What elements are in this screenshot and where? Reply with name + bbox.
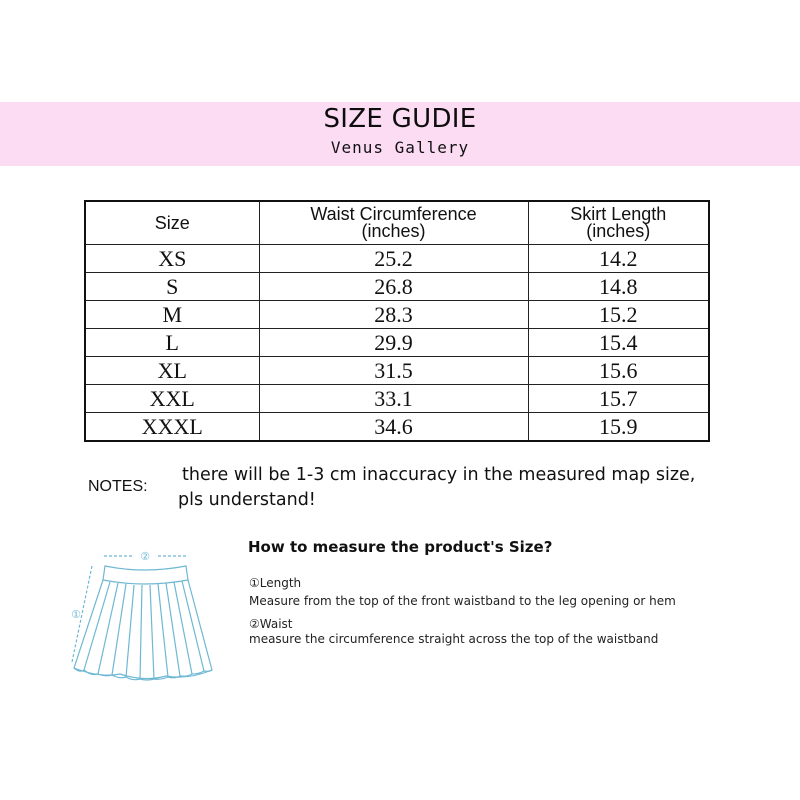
cell-length: 15.7 — [528, 385, 709, 413]
cell-waist: 33.1 — [259, 385, 528, 413]
header-length — [528, 201, 709, 245]
waist-label: ②Waist — [249, 617, 293, 631]
cell-size: XXL — [85, 385, 259, 413]
length-label: ①Length — [249, 576, 302, 590]
cell-waist: 28.3 — [259, 301, 528, 329]
cell-waist: 31.5 — [259, 357, 528, 385]
table-header-row — [85, 201, 709, 245]
page-title: SIZE GUDIE — [323, 104, 477, 134]
notes-label: NOTES: — [88, 478, 148, 495]
header-waist-label: Waist Circumference — [310, 204, 477, 224]
length-description: Measure from the top of the front waistband to the leg opening or hem — [249, 594, 676, 608]
cell-length: 15.2 — [528, 301, 709, 329]
notes-text: there will be 1-3 cm inaccuracy in the measured map size, pls understand! — [178, 465, 696, 510]
table-row — [85, 301, 709, 329]
waist-description: measure the circumference straight across the top of the waistband — [249, 632, 659, 646]
cell-waist: 29.9 — [259, 329, 528, 357]
cell-size: XS — [85, 245, 259, 273]
diagram-marker-length: ① — [71, 608, 81, 621]
table-row — [85, 385, 709, 413]
cell-length: 14.2 — [528, 245, 709, 273]
header-waist-unit: (inches) — [361, 221, 426, 241]
how-to-measure-title: How to measure the product's Size? — [248, 538, 553, 556]
size-chart-table — [84, 200, 710, 442]
cell-size: XL — [85, 357, 259, 385]
header-size: Size — [85, 201, 259, 245]
table-row — [85, 273, 709, 301]
cell-waist: 34.6 — [259, 413, 528, 442]
cell-length: 15.4 — [528, 329, 709, 357]
table-row — [85, 245, 709, 273]
cell-size: XXXL — [85, 413, 259, 442]
cell-length: 14.8 — [528, 273, 709, 301]
cell-length: 15.6 — [528, 357, 709, 385]
table-row — [85, 329, 709, 357]
table-row — [85, 357, 709, 385]
cell-size: S — [85, 273, 259, 301]
cell-waist: 26.8 — [259, 273, 528, 301]
cell-size: M — [85, 301, 259, 329]
header-length-label: Skirt Length — [570, 204, 667, 224]
cell-waist: 25.2 — [259, 245, 528, 273]
cell-length: 15.9 — [528, 413, 709, 442]
header-length-unit: (inches) — [586, 221, 651, 241]
skirt-diagram-icon — [62, 540, 222, 700]
brand-subtitle: Venus Gallery — [330, 138, 470, 157]
header-waist — [259, 201, 528, 245]
cell-size: L — [85, 329, 259, 357]
diagram-marker-waist: ② — [140, 550, 150, 563]
table-row — [85, 413, 709, 442]
